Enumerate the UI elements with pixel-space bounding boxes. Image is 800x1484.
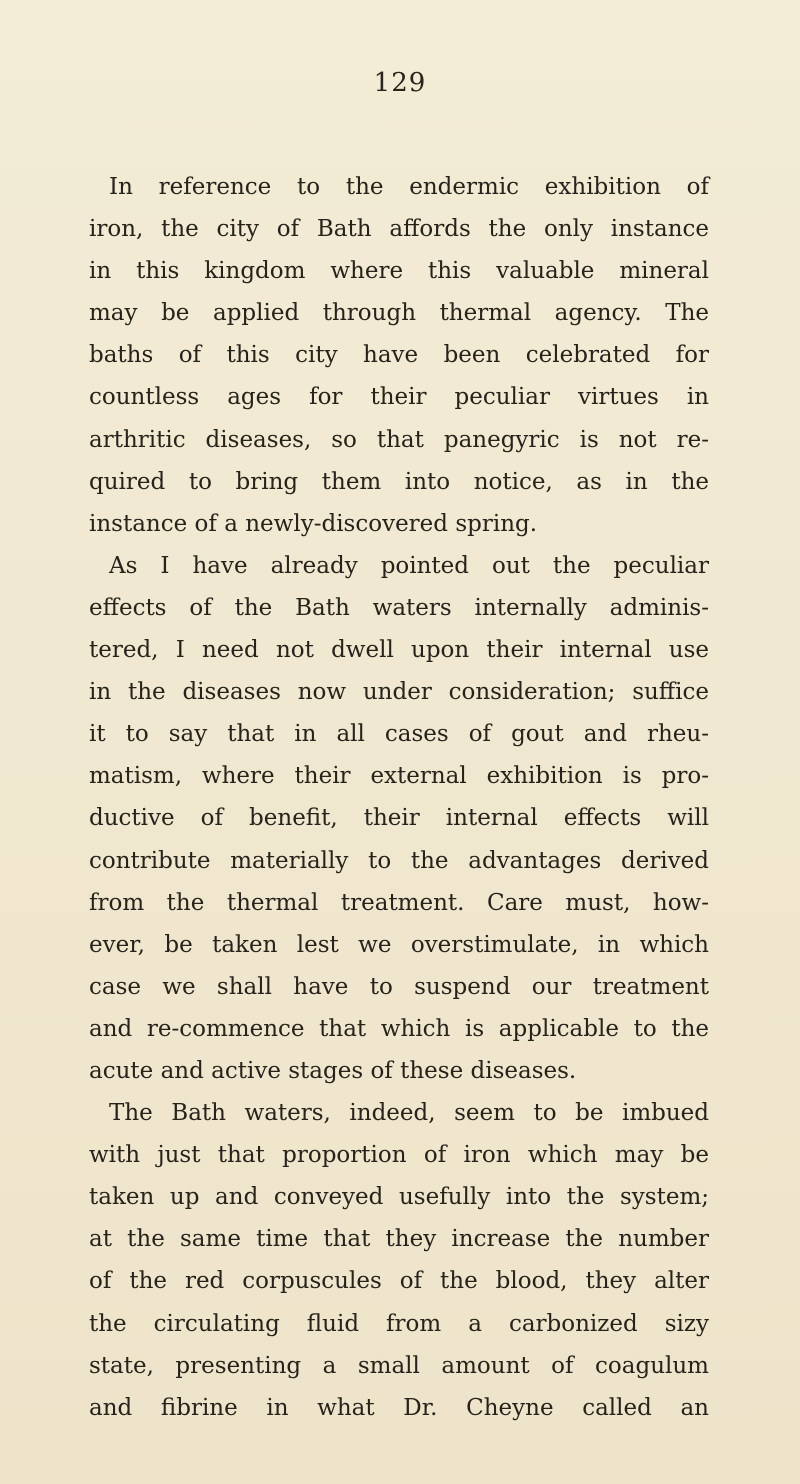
text-line: acute and active stages of these diseases. — [89, 1057, 577, 1084]
text-line: ever, be taken lest we overstimulate, in which — [89, 931, 709, 958]
text-line: case we shall have to suspend our treatment — [89, 973, 709, 1000]
text-line: state, presenting a small amount of coagulum — [89, 1352, 709, 1379]
text-line: matism, where their external exhibition is pro- — [89, 763, 709, 790]
text-line: may be applied through thermal agency. The — [89, 300, 709, 327]
text-line: it to say that in all cases of gout and rheu- — [89, 721, 709, 748]
text-line: contribute materially to the advantages derived — [89, 847, 709, 874]
text-line: baths of this city have been celebrated for — [89, 342, 709, 369]
text-line: instance of a newly-discovered spring. — [89, 510, 538, 537]
text-line: the circulating fluid from a carbonized sizy — [89, 1310, 709, 1337]
text-line: iron, the city of Bath affords the only instance — [89, 216, 709, 243]
text-line: taken up and conveyed usefully into the system; — [89, 1184, 709, 1211]
text-line: of the red corpuscules of the blood, they alter — [89, 1268, 709, 1295]
text-line: As I have already pointed out the peculiar — [109, 552, 709, 579]
text-line: arthritic diseases, so that panegyric is not re- — [89, 426, 709, 453]
text-line: quired to bring them into notice, as in the — [89, 468, 709, 495]
body-text — [89, 166, 709, 1429]
text-line: effects of the Bath waters internally adminis- — [89, 594, 709, 621]
text-line: countless ages for their peculiar virtues in — [89, 384, 709, 411]
text-line: at the same time that they increase the number — [89, 1226, 709, 1253]
text-line: in this kingdom where this valuable mineral — [89, 258, 709, 285]
text-line: and re-commence that which is applicable to the — [89, 1015, 709, 1042]
text-line: with just that proportion of iron which may be — [89, 1142, 709, 1169]
text-line: In reference to the endermic exhibition of — [109, 174, 709, 200]
page-number: 129 — [373, 68, 427, 98]
text-line: The Bath waters, indeed, seem to be imbued — [109, 1100, 709, 1127]
text-line: and fibrine in what Dr. Cheyne called an — [89, 1394, 709, 1421]
text-line: in the diseases now under consideration; suffice — [89, 679, 709, 706]
text-line: tered, I need not dwell upon their internal use — [89, 637, 709, 664]
text-line: from the thermal treatment. Care must, how- — [89, 889, 709, 916]
text-line: ductive of benefit, their internal effects will — [89, 805, 709, 832]
